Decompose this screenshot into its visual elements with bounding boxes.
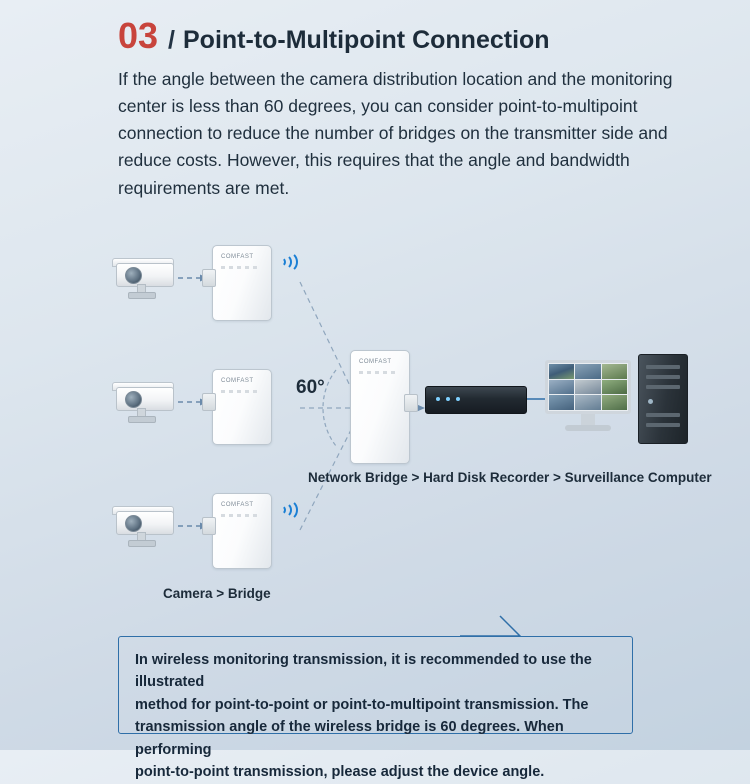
tower-drive-bay bbox=[646, 375, 680, 379]
bridge-port-left bbox=[202, 269, 216, 287]
caption-camera-chain: Camera > Bridge bbox=[163, 586, 271, 601]
angle-label: 60° bbox=[296, 377, 325, 398]
bridge-led-strip bbox=[221, 390, 261, 393]
camera-feed-tile bbox=[575, 364, 600, 379]
bridge-middle bbox=[212, 369, 270, 443]
bridge-port-left bbox=[202, 517, 216, 535]
camera-top bbox=[106, 257, 178, 299]
bridge-brand-label: COMFAST bbox=[221, 502, 254, 508]
bridge-led-strip bbox=[221, 514, 261, 517]
section-number: 03 bbox=[118, 15, 159, 56]
monitor-stand-base bbox=[565, 425, 611, 431]
recorder-led bbox=[456, 397, 460, 401]
intro-paragraph: If the angle between the camera distribution location and the monitoring center is less than 60 degrees, you can consider point-to-multipoint connection to reduce the number of bridges on the transmitter side and reduce costs. However, this requires that the angle and bandwidth requirements are met. bbox=[118, 69, 673, 198]
tower-drive-bay bbox=[646, 365, 680, 369]
callout-line-3: transmission angle of the wireless bridge is 60 degrees. When performing bbox=[135, 719, 564, 758]
camera-feed-tile bbox=[602, 364, 627, 379]
wifi-signal-icon-top bbox=[276, 248, 298, 272]
camera-base bbox=[128, 292, 156, 299]
hard-disk-recorder bbox=[425, 386, 527, 414]
bridge-bottom bbox=[212, 493, 270, 567]
camera-feed-tile bbox=[602, 395, 627, 410]
bridge-body bbox=[212, 493, 272, 569]
camera-feed-tile bbox=[549, 364, 574, 379]
monitor-screen bbox=[545, 360, 631, 414]
computer-tower bbox=[638, 354, 688, 444]
camera-feed-tile bbox=[602, 380, 627, 395]
camera-middle bbox=[106, 381, 178, 423]
callout-line-1: In wireless monitoring transmission, it is recommended to use the illustrated bbox=[135, 652, 592, 691]
bridge-brand-label: COMFAST bbox=[359, 359, 392, 365]
tower-power-led bbox=[648, 399, 653, 404]
bridge-body bbox=[350, 350, 410, 464]
bridge-body bbox=[212, 369, 272, 445]
section-title: Point-to-Multipoint Connection bbox=[183, 26, 550, 54]
bridge-top bbox=[212, 245, 270, 319]
bridge-port-left bbox=[202, 393, 216, 411]
camera-lens-icon bbox=[125, 515, 142, 532]
camera-base bbox=[128, 540, 156, 547]
camera-feed-tile bbox=[549, 395, 574, 410]
camera-base bbox=[128, 416, 156, 423]
camera-feed-tile bbox=[575, 380, 600, 395]
caption-network-chain: Network Bridge > Hard Disk Recorder > Surveillance Computer bbox=[308, 470, 712, 485]
bridge-brand-label: COMFAST bbox=[221, 378, 254, 384]
camera-feed-tile bbox=[549, 380, 574, 395]
bridge-body bbox=[212, 245, 272, 321]
bridge-port-right bbox=[404, 394, 418, 412]
tower-drive-bay bbox=[646, 385, 680, 389]
tower-vent bbox=[646, 413, 680, 417]
header bbox=[118, 15, 728, 202]
camera-lens-icon bbox=[125, 267, 142, 284]
wifi-signal-icon-bottom bbox=[276, 496, 298, 520]
bridge-led-strip bbox=[221, 266, 261, 269]
callout-box bbox=[118, 636, 633, 781]
recorder-led bbox=[446, 397, 450, 401]
bridge-led-strip bbox=[359, 371, 399, 374]
title-separator: / bbox=[168, 26, 175, 54]
bridge-brand-label: COMFAST bbox=[221, 254, 254, 260]
tower-vent bbox=[646, 423, 680, 427]
camera-lens-icon bbox=[125, 391, 142, 408]
network-diagram bbox=[0, 222, 750, 622]
bridge-receiver bbox=[350, 350, 408, 462]
page-title bbox=[118, 15, 728, 56]
surveillance-monitor bbox=[545, 360, 631, 432]
camera-feed-tile bbox=[575, 395, 600, 410]
callout-line-2: method for point-to-point or point-to-multipoint transmission. The bbox=[135, 696, 589, 713]
recorder-led bbox=[436, 397, 440, 401]
camera-bottom bbox=[106, 505, 178, 547]
callout-line-4: point-to-point transmission, please adjust the device angle. bbox=[135, 764, 545, 781]
